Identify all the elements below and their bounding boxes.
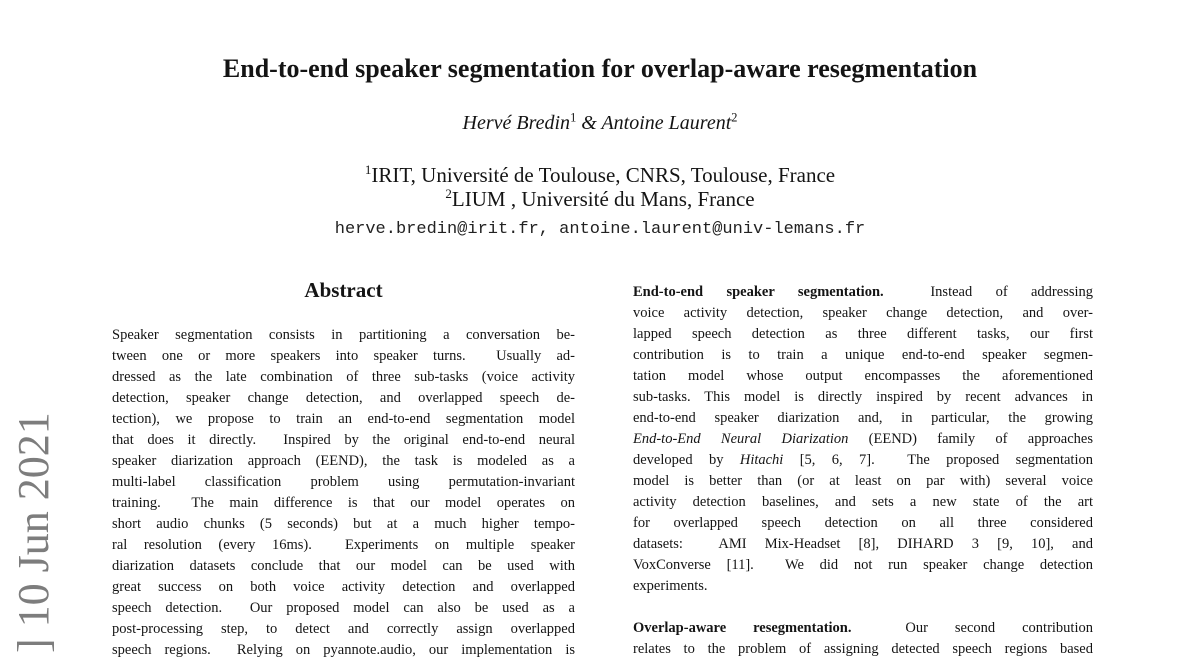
text-line <box>112 346 575 367</box>
text-line <box>112 409 575 430</box>
text-line <box>0 163 1200 187</box>
text-segment: post-processing step, to detect and correctly assign overlapped <box>112 621 575 637</box>
text-segment: VoxConverse [11]. We did not run speaker change detection <box>633 557 1093 573</box>
text-segment: experiments. <box>633 578 708 594</box>
text-line <box>0 187 1200 211</box>
text-line <box>633 492 1093 513</box>
text-segment: great success on both voice activity detection and overlapped <box>112 579 575 595</box>
paper-title: End-to-end speaker segmentation for overlap-aware resegmentation <box>222 54 978 83</box>
text-line <box>112 451 575 472</box>
text-segment: Our second contribution <box>851 620 1093 636</box>
sup-text: 2 <box>445 186 452 201</box>
text-segment: LIUM , Université du Mans, France <box>451 187 755 211</box>
sup-text: 1 <box>364 162 372 177</box>
text-line <box>633 471 1093 492</box>
text-segment: Speaker segmentation consists in partitioning a conversation be- <box>112 327 575 343</box>
text-line <box>633 618 1093 639</box>
sup-text: 2 <box>731 110 738 125</box>
bold-text: Overlap-aware resegmentation. <box>633 620 852 636</box>
paragraph-overlap-aware-resegmentation <box>633 618 1093 660</box>
text-segment: training. The main difference is that our model operates on <box>112 495 575 511</box>
right-column <box>633 282 1093 660</box>
text-line <box>112 367 575 388</box>
text-segment: short audio chunks (5 seconds) but at a much higher tempo- <box>112 516 575 532</box>
text-segment: model is better than (or at least on par with) several voice <box>633 473 1093 489</box>
text-segment: tween one or more speakers into speaker turns. Usually ad- <box>112 348 575 364</box>
abstract-heading: Abstract <box>304 278 383 302</box>
text-segment: Antoine Laurent <box>601 112 732 134</box>
text-line <box>633 345 1093 366</box>
text-segment: speech detection. Our proposed model can also be used as a <box>112 600 575 616</box>
text-segment: IRIT, Université de Toulouse, CNRS, Toulouse, France <box>371 163 836 187</box>
text-segment: relates to the problem of assigning detected speech regions based <box>633 641 1093 657</box>
text-segment: developed by <box>633 452 740 468</box>
text-line <box>112 640 575 661</box>
text-line <box>112 556 575 577</box>
text-line <box>112 619 575 640</box>
text-segment: tection), we propose to train an end-to-end segmentation model <box>112 411 575 427</box>
text-segment: detection, speaker change detection, and overlapped speech de- <box>112 390 575 406</box>
text-line <box>112 577 575 598</box>
text-line <box>633 513 1093 534</box>
text-segment: datasets: AMI Mix-Headset [8], DIHARD 3 [9, 10], and <box>633 536 1093 552</box>
text-segment: dressed as the late combination of three sub-tasks (voice activity <box>112 369 575 385</box>
text-segment: speech regions. Relying on pyannote.audio, our implementation is <box>112 642 575 658</box>
text-segment: sub-tasks. This model is directly inspired by recent advances in <box>633 389 1093 405</box>
text-segment: (EEND) family of approaches <box>848 431 1093 447</box>
text-line <box>112 388 575 409</box>
text-segment: Hervé Bredin <box>462 112 571 134</box>
text-line <box>112 472 575 493</box>
text-line <box>633 324 1093 345</box>
text-line <box>112 598 575 619</box>
authors-line <box>0 112 1200 135</box>
italic-text: Hitachi <box>739 452 784 468</box>
text-segment: contribution is to train a unique end-to-end speaker segmen- <box>633 347 1093 363</box>
text-segment: end-to-end speaker diarization and, in particular, the growing <box>633 410 1093 426</box>
author-emails: herve.bredin@irit.fr, antoine.laurent@univ-lemans.fr <box>334 220 866 239</box>
text-segment: lapped speech detection as three different tasks, our first <box>633 326 1093 342</box>
text-segment: for overlapped speech detection on all three considered <box>633 515 1093 531</box>
text-segment: tation model whose output encompasses the aforementioned <box>633 368 1093 384</box>
sup-text: 1 <box>570 110 577 125</box>
text-line <box>112 493 575 514</box>
affiliations <box>0 163 1200 211</box>
text-line <box>633 639 1093 660</box>
text-segment: [5, 6, 7]. The proposed segmentation <box>783 452 1093 468</box>
abstract-column <box>112 325 575 661</box>
text-line <box>633 534 1093 555</box>
text-segment: speaker diarization approach (EEND), the task is modeled as a <box>112 453 575 469</box>
italic-text: End-to-End Neural Diarization <box>633 431 849 447</box>
text-line <box>633 387 1093 408</box>
text-segment: & <box>576 112 602 134</box>
text-line <box>633 366 1093 387</box>
text-segment: ral resolution (every 16ms). Experiments on multiple speaker <box>112 537 575 553</box>
text-segment: that does it directly. Inspired by the original end-to-end neural <box>112 432 575 448</box>
text-line <box>633 408 1093 429</box>
text-line <box>112 514 575 535</box>
text-segment: activity detection baselines, and sets a new state of the art <box>633 494 1093 510</box>
text-line <box>633 429 1093 450</box>
text-line <box>633 576 1093 597</box>
paragraph-end-to-end-segmentation <box>633 282 1093 597</box>
arxiv-watermark: ] 10 Jun 2021 <box>9 412 58 653</box>
text-line <box>633 555 1093 576</box>
text-segment: diarization datasets conclude that our model can be used with <box>112 558 575 574</box>
text-segment: multi-label classification problem using permutation-invariant <box>112 474 575 490</box>
text-line <box>112 535 575 556</box>
text-segment: Instead of addressing <box>883 284 1094 300</box>
text-line <box>633 303 1093 324</box>
text-line <box>112 430 575 451</box>
text-line <box>112 325 575 346</box>
text-segment: voice activity detection, speaker change detection, and over- <box>633 305 1093 321</box>
bold-text: End-to-end speaker segmentation. <box>633 284 884 300</box>
text-line <box>633 282 1093 303</box>
text-line <box>633 450 1093 471</box>
